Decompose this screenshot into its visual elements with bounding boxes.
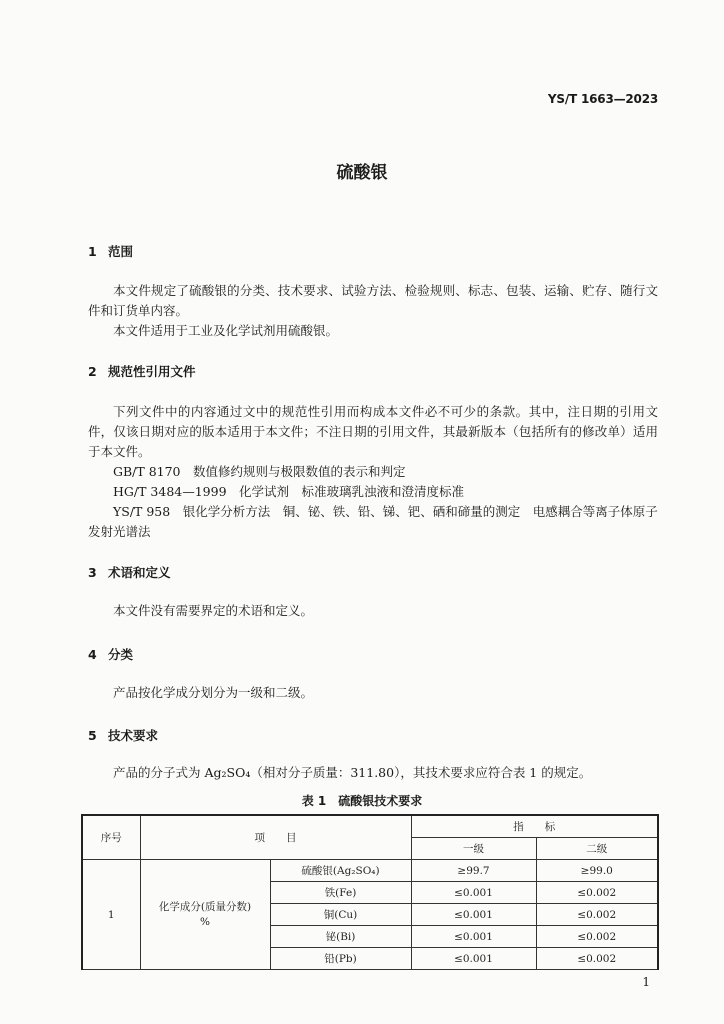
table-row-grade2: ≤0.002 xyxy=(536,926,658,948)
section-number: 5 xyxy=(88,728,97,743)
section-3-paragraph-1: 本文件没有需要界定的术语和定义。 xyxy=(113,603,314,618)
table-row-grade1: ≤0.001 xyxy=(411,904,536,926)
table-row-name: 铅(Pb) xyxy=(270,948,411,970)
section-number: 2 xyxy=(88,364,97,379)
document-title: 硫酸银 xyxy=(336,163,388,183)
header-seq: 序号 xyxy=(82,815,140,860)
section-4-paragraph-1: 产品按化学成分划分为一级和二级。 xyxy=(113,685,314,700)
header-indicator: 指 标 xyxy=(411,815,658,838)
section-2-paragraph-1: 下列文件中的内容通过文中的规范性引用而构成本文件必不可少的条款。其中，注日期的引用文件，仅该日期对应的版本适用于本文件；不注日期的引用文件，其最新版本（包括所有的修改单）适用于本文件。 xyxy=(88,404,658,459)
section-3-heading xyxy=(88,563,171,581)
group-label-cell xyxy=(140,860,270,970)
section-5-heading xyxy=(88,726,158,744)
section-number: 4 xyxy=(88,647,97,662)
page-number: 1 xyxy=(642,975,650,989)
header-grade1: 一级 xyxy=(411,838,536,860)
reference-item: YS/T 958 银化学分析方法 铜、铋、铁、铅、锑、钯、硒和碲量的测定 电感耦合等离子体原子发射光谱法 xyxy=(88,504,658,539)
table-row-grade1: ≤0.001 xyxy=(411,948,536,970)
section-number: 3 xyxy=(88,565,97,580)
table-row-grade1: ≤0.001 xyxy=(411,926,536,948)
table-row-grade1: ≤0.001 xyxy=(411,882,536,904)
section-title: 范围 xyxy=(108,244,134,259)
table-row-name: 铁(Fe) xyxy=(270,882,411,904)
section-1-paragraph-1: 本文件规定了硫酸银的分类、技术要求、试验方法、检验规则、标志、包装、运输、贮存、随行文件和订货单内容。 xyxy=(88,283,658,318)
header-item: 项 目 xyxy=(140,815,411,860)
section-title: 分类 xyxy=(108,647,134,662)
group-label: 化学成分(质量分数) xyxy=(158,900,252,913)
section-title: 术语和定义 xyxy=(108,565,171,580)
table-caption: 表 1 硫酸银技术要求 xyxy=(301,794,423,808)
table-row-grade2: ≤0.002 xyxy=(536,882,658,904)
table-row-grade2: ≤0.002 xyxy=(536,904,658,926)
table-row-name: 硫酸银(Ag₂SO₄) xyxy=(270,860,411,882)
standard-code: YS/T 1663—2023 xyxy=(547,92,658,106)
section-title: 技术要求 xyxy=(108,728,159,743)
table-row-name: 铋(Bi) xyxy=(270,926,411,948)
table-row-name: 铜(Cu) xyxy=(270,904,411,926)
spec-table xyxy=(81,814,659,970)
group-seq: 1 xyxy=(82,860,140,970)
table-row-grade2: ≤0.002 xyxy=(536,948,658,970)
reference-item: GB/T 8170 数值修约规则与极限数值的表示和判定 xyxy=(113,464,406,479)
section-number: 1 xyxy=(88,244,97,259)
table-row-grade2: ≥99.0 xyxy=(536,860,658,882)
group-unit: % xyxy=(200,915,210,928)
section-2-heading xyxy=(88,362,196,380)
section-1-paragraph-2: 本文件适用于工业及化学试剂用硫酸银。 xyxy=(113,323,339,338)
reference-item: HG/T 3484—1999 化学试剂 标准玻璃乳浊液和澄清度标准 xyxy=(113,484,465,499)
table-row-grade1: ≥99.7 xyxy=(411,860,536,882)
section-1-heading xyxy=(88,242,133,260)
section-4-heading xyxy=(88,645,133,663)
section-5-paragraph-1: 产品的分子式为 Ag₂SO₄（相对分子质量：311.80），其技术要求应符合表 1 的规定。 xyxy=(113,765,592,780)
section-title: 规范性引用文件 xyxy=(108,364,196,379)
header-grade2: 二级 xyxy=(536,838,658,860)
